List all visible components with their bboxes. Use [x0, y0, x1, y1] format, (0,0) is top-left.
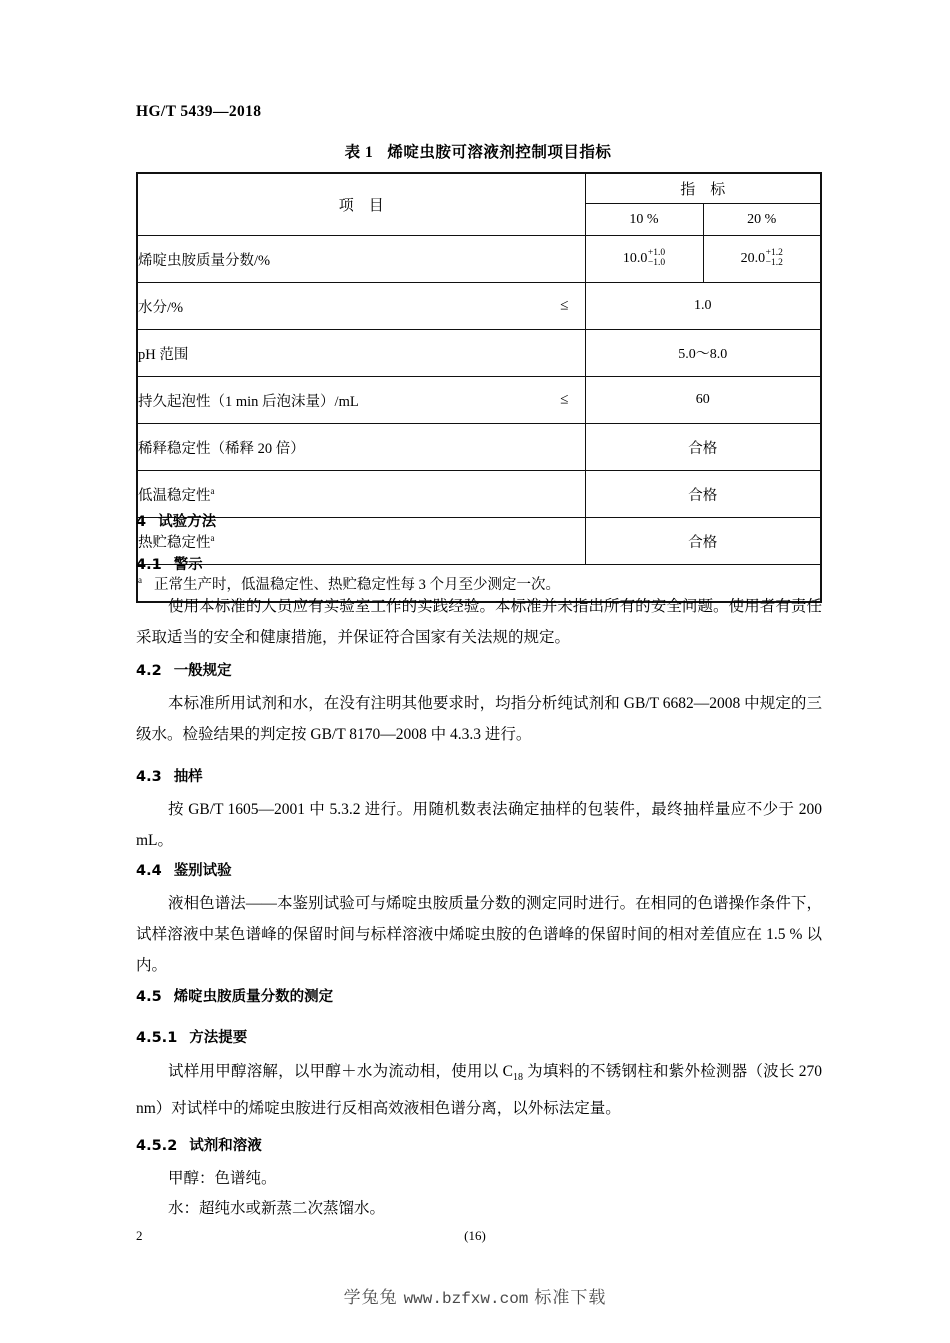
tolerance-lower: −1.0 [647, 258, 666, 268]
heading-4-5 [136, 985, 333, 1006]
row-item-text: pH 范围 [138, 346, 189, 363]
row-value-merged: 合格 [585, 424, 821, 471]
paragraph-4-5-2-water: 水：超纯水或新蒸二次蒸馏水。 [168, 1200, 386, 1217]
table-footnote-text: 正常生产时，低温稳定性、热贮稳定性每 3 个月至少测定一次。 [154, 576, 560, 593]
column-header-10pct: 10 % [585, 204, 703, 236]
heading-4-number: 4 [136, 514, 147, 530]
paragraph-4-5-1-part-b: 为填料的不锈钢柱和紫外检测器（波长 270 nm）对试样中的烯啶虫胺进行反相高效液相色谱分离，以外标法定量。 [136, 1063, 822, 1118]
watermark-url: www.bzfxw.com [403, 1290, 529, 1308]
row-item-label [137, 377, 585, 424]
table-header-row-1 [137, 173, 821, 204]
column-header-20pct: 20 % [703, 204, 821, 236]
table-caption-text: 烯啶虫胺可溶液剂控制项目指标 [387, 144, 612, 161]
heading-4-4 [136, 859, 232, 880]
tolerance-stack [648, 249, 665, 268]
footnote-marker-icon: a [210, 485, 215, 496]
tolerance-upper: +1.0 [647, 248, 666, 259]
table-row [137, 330, 821, 377]
heading-4-1-title: 警示 [173, 557, 203, 573]
table-row [137, 236, 821, 283]
table-row [137, 471, 821, 518]
tolerance-stack [766, 249, 783, 268]
column-header-item [137, 173, 585, 236]
row-item-text: 稀释稳定性（稀释 20 倍） [138, 440, 305, 457]
row-item-text: 热贮稳定性 [138, 534, 211, 551]
footnote-marker-icon: a [138, 574, 142, 585]
row-value-merged: 1.0 [585, 283, 821, 330]
tolerance-value [623, 249, 665, 268]
paragraph-4-5-2-methanol: 甲醇：色谱纯。 [168, 1170, 277, 1187]
table-caption-number: 表 1 [344, 144, 374, 161]
standard-code-header: HG/T 5439—2018 [136, 103, 262, 120]
column-header-item-label: 项 目 [338, 198, 384, 214]
tolerance-lower: −1.2 [765, 258, 783, 268]
footnote-marker-icon: a [210, 532, 215, 543]
paragraph-4-5-1 [136, 1056, 822, 1124]
paragraph-4-2: 本标准所用试剂和水，在没有注明其他要求时，均指分析纯试剂和 GB/T 6682—2008 中规定的三级水。检验结果的判定按 GB/T 8170—2008 中 4.3.3 进行。 [136, 695, 822, 743]
row-item-label [137, 236, 585, 283]
watermark [0, 1283, 950, 1308]
table-row [137, 377, 821, 424]
row-item-label [137, 330, 585, 377]
heading-4-5-2-number: 4.5.2 [136, 1138, 178, 1154]
column-header-indicator-label: 指 标 [680, 182, 726, 198]
row-operator: ≤ [560, 391, 569, 408]
tolerance-base: 20.0 [740, 251, 766, 267]
heading-4-5-1 [136, 1026, 247, 1047]
watermark-suffix: 标准下载 [534, 1288, 607, 1307]
heading-4-5-number: 4.5 [136, 989, 162, 1005]
heading-4-2-number: 4.2 [136, 663, 162, 679]
tolerance-value [741, 249, 783, 268]
page-number: 2 [136, 1228, 143, 1243]
table-caption [136, 140, 820, 162]
heading-4-4-number: 4.4 [136, 863, 162, 879]
subscript-18: 18 [512, 1072, 523, 1084]
row-operator: ≤ [560, 297, 569, 314]
heading-4 [136, 510, 216, 531]
paragraph-4-4: 液相色谱法——本鉴别试验可与烯啶虫胺质量分数的测定同时进行。在相同的色谱操作条件下，试样溶液中某色谱峰的保留时间与标样溶液中烯啶虫胺的色谱峰的保留时间的相对差值应在 1.5 % 以内。 [136, 895, 822, 974]
specification-table [136, 172, 822, 603]
heading-4-3 [136, 765, 203, 786]
paragraph-4-1: 使用本标准的人员应有实验室工作的实践经验。本标准并未指出所有的安全问题。使用者有责任采取适当的安全和健康措施，并保证符合国家有关法规的规定。 [136, 598, 822, 646]
table-row [137, 424, 821, 471]
heading-4-3-title: 抽样 [173, 769, 203, 785]
heading-4-5-2-title: 试剂和溶液 [189, 1138, 262, 1154]
heading-4-2-title: 一般规定 [173, 663, 232, 679]
heading-4-4-title: 鉴别试验 [173, 863, 232, 879]
page-center-mark: (16) [464, 1228, 486, 1243]
row-item-text: 水分/% [138, 299, 184, 316]
row-item-label [137, 424, 585, 471]
heading-4-2 [136, 659, 232, 680]
row-value-20pct [703, 236, 821, 283]
row-item-text: 烯啶虫胺质量分数/% [138, 252, 271, 269]
heading-4-5-title: 烯啶虫胺质量分数的测定 [173, 989, 334, 1005]
row-value-10pct [585, 236, 703, 283]
paragraph-4-3: 按 GB/T 1605—2001 中 5.3.2 进行。用随机数表法确定抽样的包装件，最终抽样量应不少于 200 mL。 [136, 801, 822, 849]
heading-4-1-number: 4.1 [136, 557, 162, 573]
heading-4-5-1-title: 方法提要 [189, 1030, 248, 1046]
row-item-text: 持久起泡性（1 min 后泡沫量）/mL [138, 393, 359, 410]
row-value-merged: 5.0～8.0 [585, 330, 821, 377]
row-value-merged: 合格 [585, 518, 821, 565]
heading-4-title: 试验方法 [158, 514, 217, 530]
table-row [137, 518, 821, 565]
paragraph-4-5-1-part-a: 试样用甲醇溶解，以甲醇＋水为流动相，使用以 C [168, 1063, 513, 1080]
heading-4-5-1-number: 4.5.1 [136, 1030, 178, 1046]
row-value-merged: 60 [585, 377, 821, 424]
column-header-indicator [585, 173, 821, 204]
tolerance-upper: +1.2 [765, 248, 783, 259]
heading-4-3-number: 4.3 [136, 769, 162, 785]
row-value-merged: 合格 [585, 471, 821, 518]
watermark-site-name: 学兔兔 [343, 1288, 398, 1307]
row-item-label [137, 283, 585, 330]
heading-4-5-2 [136, 1134, 262, 1155]
heading-4-1 [136, 553, 203, 574]
table-row [137, 283, 821, 330]
tolerance-base: 10.0 [622, 251, 648, 267]
row-item-text: 低温稳定性 [138, 487, 211, 504]
